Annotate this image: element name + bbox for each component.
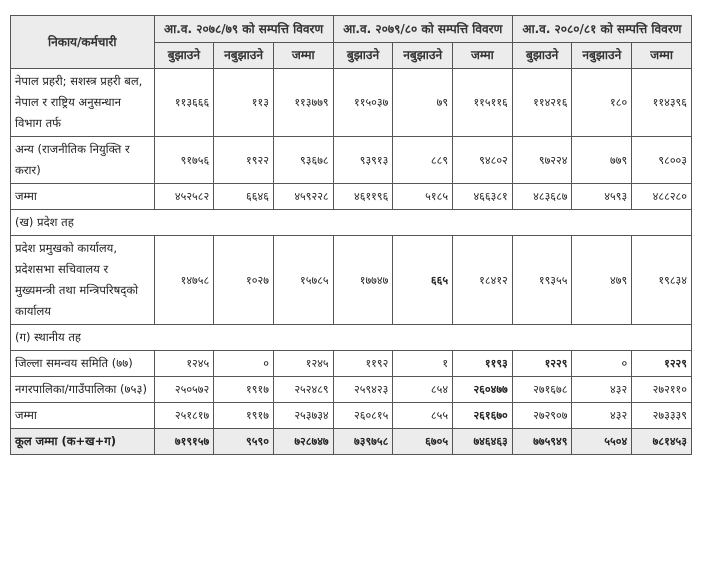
- entity-column-header: निकाय/कर्मचारी: [11, 16, 155, 69]
- cell-value: १८४१२: [453, 236, 513, 325]
- subcol-not-submitted: नबुझाउने: [214, 43, 274, 69]
- cell-value: ४६६३८१: [453, 184, 513, 210]
- cell-value: ८५५: [393, 403, 453, 429]
- cell-value: ७९: [393, 69, 453, 137]
- cell-value: ११३: [214, 69, 274, 137]
- cell-value: ११४२१६: [512, 69, 572, 137]
- subcol-total: जम्मा: [632, 43, 692, 69]
- section-header-row: [11, 325, 692, 351]
- section-header-row: [11, 210, 692, 236]
- subcol-not-submitted: नबुझाउने: [393, 43, 453, 69]
- year-group-header-2078-79: आ.व. २०७८/७९ को सम्पत्ति विवरण: [154, 16, 333, 43]
- cell-value: २५९४२३: [333, 377, 393, 403]
- cell-value: १०२७: [214, 236, 274, 325]
- subcol-total: जम्मा: [453, 43, 513, 69]
- subcol-total: जम्मा: [273, 43, 333, 69]
- table-row: [11, 351, 692, 377]
- cell-value: ८५४: [393, 377, 453, 403]
- cell-value: ७४६४६३: [453, 429, 513, 455]
- row-label: जम्मा: [11, 184, 155, 210]
- cell-value: १२२९: [632, 351, 692, 377]
- cell-value: १९१७: [214, 403, 274, 429]
- cell-value: ७७५९४९: [512, 429, 572, 455]
- table-row: [11, 377, 692, 403]
- subtotal-row: [11, 184, 692, 210]
- cell-value: २६०८१५: [333, 403, 393, 429]
- cell-value: २५१८१७: [154, 403, 214, 429]
- cell-value: ४७९: [572, 236, 632, 325]
- cell-value: २७१६७८: [512, 377, 572, 403]
- cell-value: ९८००३: [632, 137, 692, 184]
- cell-value: ४५९३: [572, 184, 632, 210]
- cell-value: १९१७: [214, 377, 274, 403]
- cell-value: १७७४७: [333, 236, 393, 325]
- subtotal-row: [11, 403, 692, 429]
- cell-value: ९७२२४: [512, 137, 572, 184]
- cell-value: २६०४७७: [453, 377, 513, 403]
- cell-value: १९८३४: [632, 236, 692, 325]
- cell-value: ६७०५: [393, 429, 453, 455]
- cell-value: १५७८५: [273, 236, 333, 325]
- cell-value: ४८८२८०: [632, 184, 692, 210]
- subcol-submitted: बुझाउने: [512, 43, 572, 69]
- row-label: जिल्ला समन्वय समिति (७७): [11, 351, 155, 377]
- cell-value: ७७९: [572, 137, 632, 184]
- row-label: नेपाल प्रहरी; सशस्त्र प्रहरी बल, नेपाल र राष्ट्रिय अनुसन्धान विभाग तर्फ: [11, 69, 155, 137]
- cell-value: ६६४६: [214, 184, 274, 210]
- row-label: अन्य (राजनीतिक नियुक्ति र करार): [11, 137, 155, 184]
- cell-value: १९३५५: [512, 236, 572, 325]
- cell-value: ९५९०: [214, 429, 274, 455]
- asset-declaration-table-container: [10, 15, 692, 455]
- row-label: प्रदेश प्रमुखको कार्यालय, प्रदेशसभा सचिवालय र मुख्यमन्त्री तथा मन्त्रिपरिषद्को कार्यालय: [11, 236, 155, 325]
- year-group-header-2079-80: आ.व. २०७९/८० को सम्पत्ति विवरण: [333, 16, 512, 43]
- cell-value: ५५०४: [572, 429, 632, 455]
- cell-value: १: [393, 351, 453, 377]
- section-title-local: (ग) स्थानीय तह: [11, 325, 692, 351]
- cell-value: २५०५७२: [154, 377, 214, 403]
- cell-value: १९२२: [214, 137, 274, 184]
- cell-value: ०: [214, 351, 274, 377]
- cell-value: ७१९१५७: [154, 429, 214, 455]
- cell-value: ९३६७८: [273, 137, 333, 184]
- cell-value: १२४५: [273, 351, 333, 377]
- cell-value: ७२८७४७: [273, 429, 333, 455]
- table-row: [11, 236, 692, 325]
- cell-value: ०: [572, 351, 632, 377]
- cell-value: ७८१४५३: [632, 429, 692, 455]
- cell-value: ११५०३७: [333, 69, 393, 137]
- table-row: [11, 69, 692, 137]
- cell-value: ४३२: [572, 377, 632, 403]
- table-row: [11, 137, 692, 184]
- cell-value: १४७५८: [154, 236, 214, 325]
- cell-value: २७३३३९: [632, 403, 692, 429]
- year-group-header-2080-81: आ.व. २०८०/८१ को सम्पत्ति विवरण: [512, 16, 691, 43]
- row-label: नगरपालिका/गाउँपालिका (७५३): [11, 377, 155, 403]
- header-row-years: [11, 16, 692, 43]
- cell-value: २५३७३४: [273, 403, 333, 429]
- cell-value: ४६११९६: [333, 184, 393, 210]
- section-title-province: (ख) प्रदेश तह: [11, 210, 692, 236]
- subcol-submitted: बुझाउने: [154, 43, 214, 69]
- cell-value: ७३९७५८: [333, 429, 393, 455]
- row-label: जम्मा: [11, 403, 155, 429]
- cell-value: ८८९: [393, 137, 453, 184]
- cell-value: २६१६७०: [453, 403, 513, 429]
- grand-total-label: कूल जम्मा (क+ख+ग): [11, 429, 155, 455]
- cell-value: २५२४८९: [273, 377, 333, 403]
- cell-value: ६६५: [393, 236, 453, 325]
- cell-value: ९४८०२: [453, 137, 513, 184]
- cell-value: ४५२५८२: [154, 184, 214, 210]
- subcol-submitted: बुझाउने: [333, 43, 393, 69]
- cell-value: ४८३६८७: [512, 184, 572, 210]
- cell-value: ११४३९६: [632, 69, 692, 137]
- cell-value: ९३९१३: [333, 137, 393, 184]
- cell-value: ५१८५: [393, 184, 453, 210]
- grand-total-row: [11, 429, 692, 455]
- cell-value: ९१७५६: [154, 137, 214, 184]
- cell-value: ११९२: [333, 351, 393, 377]
- cell-value: ११३७७९: [273, 69, 333, 137]
- subcol-not-submitted: नबुझाउने: [572, 43, 632, 69]
- cell-value: ४५९२२८: [273, 184, 333, 210]
- cell-value: १२४५: [154, 351, 214, 377]
- cell-value: २७२९०७: [512, 403, 572, 429]
- cell-value: १२२९: [512, 351, 572, 377]
- cell-value: ११५११६: [453, 69, 513, 137]
- cell-value: २७२११०: [632, 377, 692, 403]
- cell-value: १८०: [572, 69, 632, 137]
- asset-declaration-table: [10, 15, 692, 455]
- cell-value: ११९३: [453, 351, 513, 377]
- cell-value: ११३६६६: [154, 69, 214, 137]
- cell-value: ४३२: [572, 403, 632, 429]
